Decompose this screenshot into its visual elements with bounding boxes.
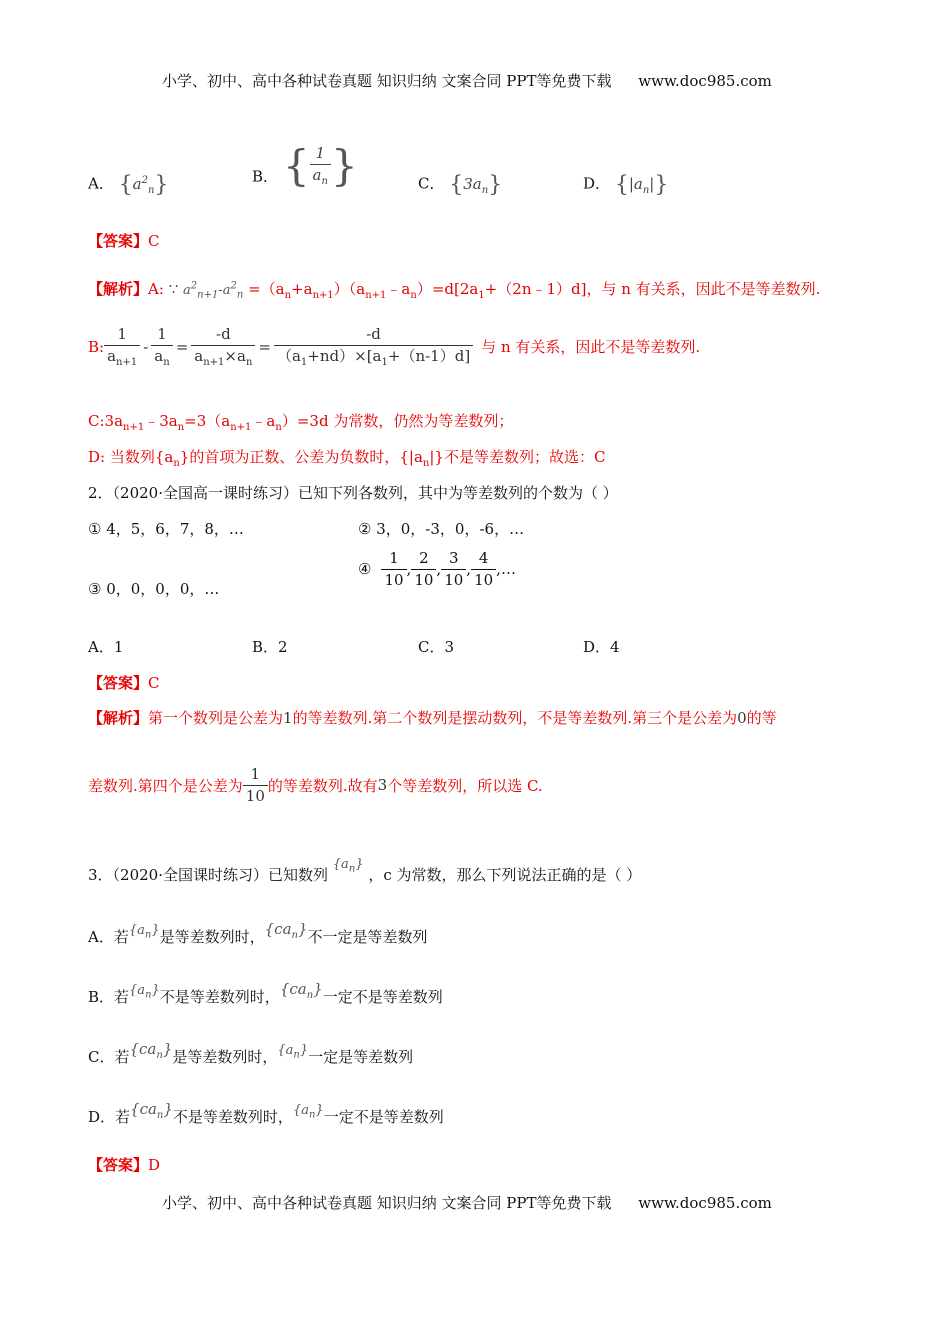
header-url: www.doc985.com <box>638 72 772 90</box>
q1-option-c: C． $\{3a_n\}$ <box>418 172 503 197</box>
page-header <box>162 70 772 91</box>
q1-option-a: A． $\{a^2_n\}$ <box>88 172 169 197</box>
q1-answer: 【答案】C <box>88 232 160 250</box>
header-text: 小学、初中、高中各种试卷真题 知识归纳 文案合同 PPT等免费下载 <box>162 72 612 90</box>
q3-option-d: D．若$\{ca_n\}$不是等差数列时，$\{a_n\}$一定不是等差数列 <box>88 1100 444 1126</box>
q2-seq1: ① 4，5，6，7，8，… <box>88 520 244 538</box>
q3-option-c: C．若$\{ca_n\}$是等差数列时，$\{a_n\}$一定是等差数列 <box>88 1040 414 1066</box>
footer-text: 小学、初中、高中各种试卷真题 知识归纳 文案合同 PPT等免费下载 <box>162 1194 612 1212</box>
q1-option-a-expr: $\{a^2_n\}$ <box>118 172 169 197</box>
footer-url: www.doc985.com <box>638 1194 772 1212</box>
q1-analysis-b: B: $\frac{1}{a_{n+1}}$ - $\frac{1}{a_n}$ = $\frac{-d}{a_{n+1}\times a_n}$ = $\frac{-d}{(a_1+nd)\times[a_1+(n-1)d]}$ 与 n 有关系，因此不是等差数列. <box>88 325 701 368</box>
q2-option-d: D．4 <box>583 638 620 656</box>
q2-analysis-line1: 【解析】第一个数列是公差为1的等差数列.第二个数列是摆动数列，不是等差数列.第三个是公差为0的等 <box>88 709 777 727</box>
q1-option-c-expr: $\{3a_n\}$ <box>449 172 503 197</box>
q1-analysis-c: $C:3a_{n+1}﹣3a_n=3(a_{n+1}﹣a_n)=3d$ 为常数，仍然为等差数列； <box>88 412 514 433</box>
q1-option-b: B． { $\frac{1}{a_n}$ } <box>252 141 358 190</box>
q2-stem: 2．（2020·全国高一课时练习）已知下列各数列，其中为等差数列的个数为（ ） <box>88 484 618 502</box>
q1-option-d: D． $\{|a_n|\}$ <box>583 172 669 197</box>
q2-option-a: A．1 <box>88 638 124 656</box>
q2-answer: 【答案】C <box>88 674 160 692</box>
q2-seq4: ④ $\frac{1}{10}$ , $\frac{2}{10}$ , $\frac{3}{10}$ , $\frac{4}{10}$ ,… <box>358 549 516 589</box>
q2-option-b: B．2 <box>252 638 288 656</box>
q3-stem: 3．（2020·全国课时练习）已知数列 $\{a_n\}$ ，c 为常数，那么下列说法正确的是（ ） <box>88 857 642 884</box>
q3-option-b: B．若$\{a_n\}$不是等差数列时，$\{ca_n\}$一定不是等差数列 <box>88 980 443 1006</box>
q1-analysis-d: D: 当数列$\{a_n\}$的首项为正数、公差为负数时，$\{|a_n|\}$不是等差数列；故选：C <box>88 448 606 469</box>
q3-option-a: A．若$\{a_n\}$是等差数列时，$\{ca_n\}$不一定是等差数列 <box>88 920 428 946</box>
q3-answer: 【答案】D <box>88 1156 161 1174</box>
q1-option-b-expr: { $\frac{1}{a_n}$ } <box>282 141 358 190</box>
q2-seq2: ② 3，0，-3，0，-6，… <box>358 520 525 538</box>
q2-seq3: ③ 0，0，0，0，… <box>88 580 220 598</box>
page-footer <box>162 1192 772 1213</box>
q2-analysis-line2: 差数列.第四个是公差为 $\frac{1}{10}$ 的等差数列.故有 3 个等差数列，所以选 C. <box>88 765 543 805</box>
q1-analysis-a: 【解析】A: ∵ $a^2_{n+1}-a^2_n$ $=(a_n+a_{n+1})(a_{n+1}﹣a_n)=d[2a_1+(2n﹣1)d]$，与 n 有关系，因此不是等差数列. <box>88 280 821 301</box>
q1-option-d-expr: $\{|a_n|\}$ <box>614 172 669 197</box>
q2-option-c: C．3 <box>418 638 455 656</box>
